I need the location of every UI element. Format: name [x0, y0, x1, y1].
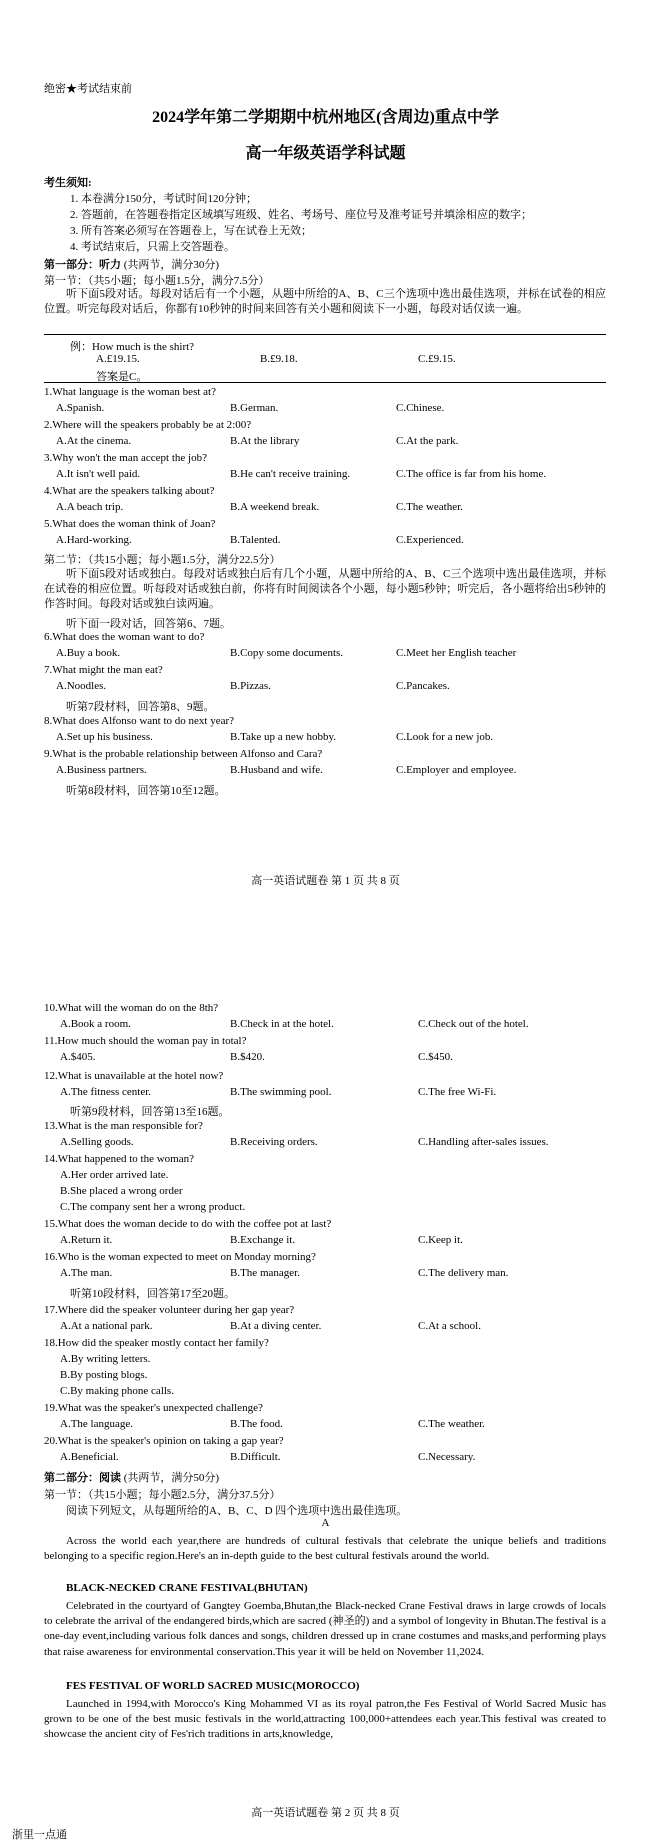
option-b: B.Husband and wife. — [230, 764, 323, 776]
question-17: 17.Where did the speaker volunteer during her gap year? — [44, 1304, 295, 1316]
option-c: C.At the park. — [396, 435, 459, 447]
option-a: A.Buy a book. — [56, 647, 121, 659]
example-answer: 答案是C。 — [96, 371, 148, 383]
option-a: A.Her order arrived late. — [60, 1169, 169, 1181]
passage-paragraph: Launched in 1994,with Morocco's King Mohammed VI as its royal patron,the Fes Festival of World Sacred Music has grown to be one of the best music festivals in the world,attracting 100,000+attendees each year.This festival was created to showcase the ancient city of Fes'rich traditions in arts,knowledge, — [44, 1698, 606, 1741]
part1-title: 第一部分：听力 — [44, 259, 121, 271]
notice-item: 1. 本卷满分150分，考试时间120分钟； — [70, 193, 257, 205]
option-c: C.The office is far from his home. — [396, 468, 547, 480]
listen-note: 听第9段材料，回答第13至16题。 — [70, 1106, 230, 1118]
option-b: B.By posting blogs. — [60, 1369, 148, 1381]
section2-instructions: 听下面5段对话或独白。每段对话或独白后有几个小题，从题中所给的A、B、C三个选项中选出最佳选项，并标在试卷的相应位置。听每段对话或独白前，你将有时间阅读各个小题，每小题5秒钟；听完后，各小题将给出5秒钟的作答时间。每段对话或独白读两遍。 — [44, 568, 606, 611]
option-c: C.Pancakes. — [396, 680, 450, 692]
option-a: A.At a national park. — [60, 1320, 153, 1332]
option-b: B.The food. — [230, 1418, 283, 1430]
page-2 — [0, 1002, 651, 1842]
option-c: C.The delivery man. — [418, 1267, 509, 1279]
option-a: A.Spanish. — [56, 402, 105, 414]
page-footer: 高一英语试题卷 第 1 页 共 8 页 — [251, 875, 400, 887]
section1-instructions: 听下面5段对话。每段对话后有一个小题，从题中所给的A、B、C三个选项中选出最佳选项，并标在试卷的相应位置。听完每段对话后，你都有10秒钟的时间来回答有关小题和阅读下一小题，每段对话仅读一遍。 — [44, 288, 606, 316]
festival-heading: BLACK-NECKED CRANE FESTIVAL(BHUTAN) — [66, 1582, 308, 1594]
option-a: A.$405. — [60, 1051, 96, 1063]
passage-letter: A — [321, 1517, 330, 1529]
option-a: A.It isn't well paid. — [56, 468, 141, 480]
passage-paragraph: Celebrated in the courtyard of Gangtey Goemba,Bhutan,the Black-necked Crane Festival draws in large crowds of locals to celebrate the arrival of the endangered birds,which are sacred (神圣的) and a symbol of longevity in Bhutan.The festival is a one-day event,including various folk dances and songs, children dressed up in crane costumes and masks,and performing plays that raise awareness for environmental conservation.This year it will be held on November 11,2024. — [44, 1600, 606, 1658]
option-b: B.Exchange it. — [230, 1234, 296, 1246]
notice-item: 2. 答题前，在答题卷指定区域填写班级、姓名、考场号、座位号及准考证号并填涂相应的数字； — [70, 209, 532, 221]
option-c: C.The weather. — [418, 1418, 485, 1430]
option-c: C.Employer and employee. — [396, 764, 517, 776]
question-19: 19.What was the speaker's unexpected challenge? — [44, 1402, 263, 1414]
part1-heading — [44, 256, 219, 272]
page-footer: 高一英语试题卷 第 2 页 共 8 页 — [251, 1807, 400, 1819]
listen-note: 听下面一段对话，回答第6、7题。 — [66, 618, 231, 630]
option-a: A.The language. — [60, 1418, 133, 1430]
notice-item: 4. 考试结束后，只需上交答题卷。 — [70, 241, 235, 253]
passage-paragraph: Across the world each year,there are hundreds of cultural festivals that celebrate the unique beliefs and traditions belonging to a specific region.Here's an in-depth guide to the best cultural festivals around the world. — [44, 1535, 606, 1563]
option-a: A.Book a room. — [60, 1018, 131, 1030]
option-b: B.She placed a wrong order — [60, 1185, 183, 1197]
question-11: 11.How much should the woman pay in total? — [44, 1035, 247, 1047]
option-a: A.Business partners. — [56, 764, 147, 776]
option-c: C.Chinese. — [396, 402, 445, 414]
reading-section1-instructions: 阅读下列短文，从每题所给的A、B、C、D 四个选项中选出最佳选项。 — [66, 1505, 408, 1517]
option-b: B.At a diving center. — [230, 1320, 322, 1332]
option-c: C.Meet her English teacher — [396, 647, 517, 659]
question-16: 16.Who is the woman expected to meet on Monday morning? — [44, 1251, 316, 1263]
option-c: C.$450. — [418, 1051, 453, 1063]
section2-title: 第二节：（共15小题；每小题1.5分，满分22.5分） — [44, 554, 281, 566]
notice-item: 3. 所有答案必须写在答题卷上，写在试卷上无效； — [70, 225, 312, 237]
example-option-a: A.£19.15. — [96, 353, 140, 365]
example-question: 例：How much is the shirt? — [70, 341, 195, 353]
section1-title: 第一节：（共5小题；每小题1.5分，满分7.5分） — [44, 275, 270, 287]
question-18: 18.How did the speaker mostly contact her family? — [44, 1337, 269, 1349]
option-b: B.The swimming pool. — [230, 1086, 332, 1098]
example-option-b: B.£9.18. — [260, 353, 298, 365]
option-c: C.The weather. — [396, 501, 463, 513]
option-b: B.Receiving orders. — [230, 1136, 318, 1148]
part2-heading — [44, 1469, 219, 1485]
option-b: B.Copy some documents. — [230, 647, 344, 659]
part2-title: 第二部分：阅读 — [44, 1472, 121, 1484]
option-a: A.At the cinema. — [56, 435, 132, 447]
question-15: 15.What does the woman decide to do with the coffee pot at last? — [44, 1218, 332, 1230]
option-b: B.Pizzas. — [230, 680, 271, 692]
option-a: A.Set up his business. — [56, 731, 153, 743]
question-1: 1.What language is the woman best at? — [44, 386, 216, 398]
question-2: 2.Where will the speakers probably be at 2:00? — [44, 419, 252, 431]
option-b: B.Talented. — [230, 534, 281, 546]
question-8: 8.What does Alfonso want to do next year? — [44, 715, 235, 727]
festival-heading: FES FESTIVAL OF WORLD SACRED MUSIC(MOROCCO) — [66, 1680, 360, 1692]
option-b: B.At the library — [230, 435, 300, 447]
exam-subtitle: 高一年级英语学科试题 — [245, 145, 406, 162]
option-c: C.Handling after-sales issues. — [418, 1136, 549, 1148]
option-a: A.Beneficial. — [60, 1451, 119, 1463]
divider — [44, 334, 606, 335]
part1-desc: (共两节，满分30分) — [123, 259, 220, 271]
question-13: 13.What is the man responsible for? — [44, 1120, 203, 1132]
page-1 — [0, 0, 651, 910]
option-a: A.Return it. — [60, 1234, 113, 1246]
option-c: C.Check out of the hotel. — [418, 1018, 529, 1030]
listen-note: 听第10段材料，回答第17至20题。 — [70, 1288, 235, 1300]
option-b: B.A weekend break. — [230, 501, 320, 513]
part2-desc: (共两节，满分50分) — [123, 1472, 220, 1484]
question-7: 7.What might the man eat? — [44, 664, 163, 676]
option-c: C.By making phone calls. — [60, 1385, 174, 1397]
option-a: A.The man. — [60, 1267, 113, 1279]
option-c: C.Look for a new job. — [396, 731, 494, 743]
option-b: B.Difficult. — [230, 1451, 281, 1463]
option-a: A.Selling goods. — [60, 1136, 134, 1148]
question-6: 6.What does the woman want to do? — [44, 631, 205, 643]
question-14: 14.What happened to the woman? — [44, 1153, 194, 1165]
option-a: A.By writing letters. — [60, 1353, 151, 1365]
option-b: B.German. — [230, 402, 279, 414]
exam-title: 2024学年第二学期期中杭州地区(含周边)重点中学 — [152, 109, 499, 126]
question-10: 10.What will the woman do on the 8th? — [44, 1002, 219, 1014]
option-b: B.Check in at the hotel. — [230, 1018, 334, 1030]
option-c: C.The company sent her a wrong product. — [60, 1201, 246, 1213]
option-a: A.Hard-working. — [56, 534, 132, 546]
option-a: A.The fitness center. — [60, 1086, 152, 1098]
question-12: 12.What is unavailable at the hotel now? — [44, 1070, 224, 1082]
option-a: A.A beach trip. — [56, 501, 124, 513]
question-4: 4.What are the speakers talking about? — [44, 485, 215, 497]
question-5: 5.What does the woman think of Joan? — [44, 518, 216, 530]
option-b: B.Take up a new hobby. — [230, 731, 337, 743]
divider — [44, 382, 606, 383]
notice-heading: 考生须知: — [44, 177, 92, 189]
listen-note: 听第8段材料，回答第10至12题。 — [66, 785, 226, 797]
example-option-c: C.£9.15. — [418, 353, 456, 365]
option-c: C.At a school. — [418, 1320, 481, 1332]
question-9: 9.What is the probable relationship between Alfonso and Cara? — [44, 748, 323, 760]
source-watermark: 浙里一点通 — [12, 1829, 67, 1841]
option-b: B.$420. — [230, 1051, 265, 1063]
listen-note: 听第7段材料，回答第8、9题。 — [66, 701, 215, 713]
question-3: 3.Why won't the man accept the job? — [44, 452, 207, 464]
option-c: C.The free Wi-Fi. — [418, 1086, 497, 1098]
option-a: A.Noodles. — [56, 680, 107, 692]
reading-section1-title: 第一节：（共15小题；每小题2.5分，满分37.5分） — [44, 1489, 281, 1501]
confidential-label: 绝密★考试结束前 — [44, 83, 132, 95]
question-20: 20.What is the speaker's opinion on taking a gap year? — [44, 1435, 284, 1447]
option-b: B.The manager. — [230, 1267, 300, 1279]
option-c: C.Keep it. — [418, 1234, 463, 1246]
option-c: C.Experienced. — [396, 534, 464, 546]
option-b: B.He can't receive training. — [230, 468, 351, 480]
option-c: C.Necessary. — [418, 1451, 476, 1463]
